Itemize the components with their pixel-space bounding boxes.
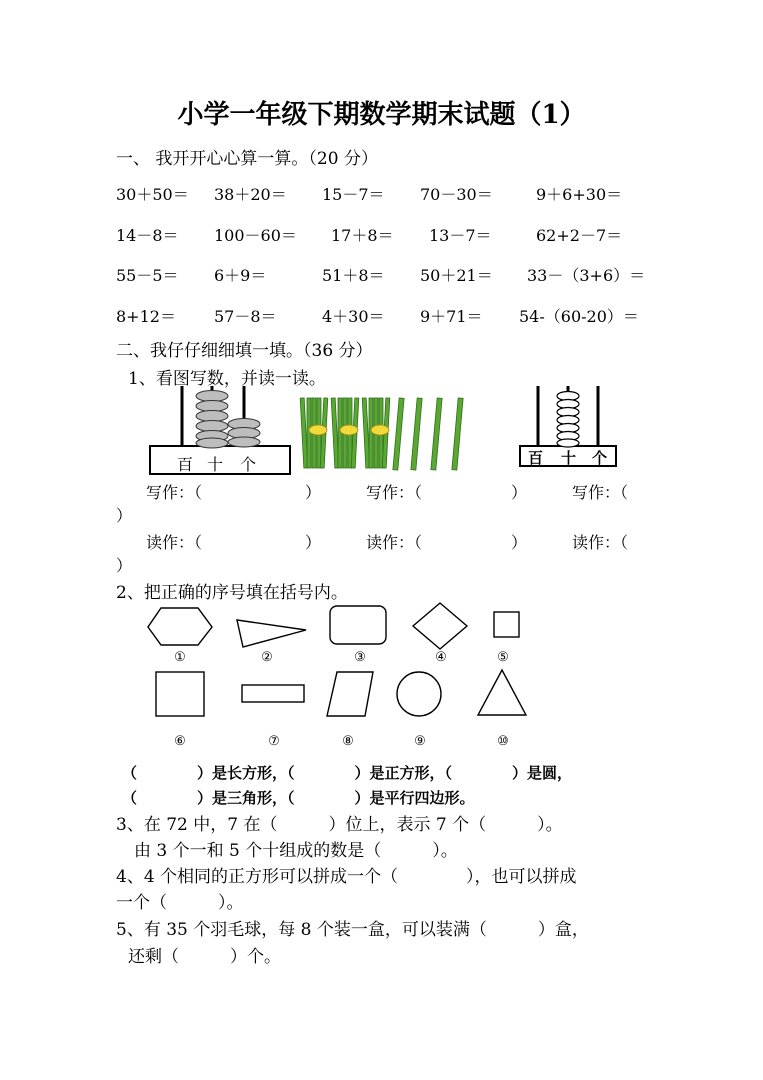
problem: 57－8＝ — [214, 307, 277, 326]
q5-line2: 还剩（ ）个。 — [128, 947, 281, 967]
shape-number: ③ — [354, 650, 366, 665]
abacus2-label-ones: 个 — [592, 449, 608, 467]
shape-square — [156, 672, 204, 716]
problem: 4＋30＝ — [322, 307, 385, 326]
q4-line1: 4、4 个相同的正方形可以拼成一个（ ），也可以拼成 — [116, 867, 577, 887]
shape-number: ⑤ — [497, 650, 509, 665]
write-label: 写作：（ — [146, 483, 203, 502]
abacus-label-tens: 十 — [207, 455, 224, 474]
write-close: ） — [511, 483, 528, 502]
shape-number: ⑩ — [497, 734, 509, 749]
shape-rounded-rect — [330, 606, 386, 644]
abacus-label-hundreds: 百 — [177, 455, 194, 474]
shape-triangle-thin — [237, 620, 306, 647]
read-label: 读作：（ — [146, 533, 203, 552]
shape-triangle — [478, 670, 526, 715]
shape-hexagon — [148, 608, 212, 645]
problem: 30＋50＝ — [116, 185, 189, 204]
problem: 13－7＝ — [429, 226, 492, 245]
read-close: ） — [305, 533, 322, 552]
problem: 9＋6+30＝ — [536, 185, 623, 204]
problem: 54-（60-20）＝ — [519, 307, 639, 326]
shape-number: ⑧ — [342, 734, 354, 749]
shape-circle — [397, 672, 441, 716]
shape-number: ⑨ — [414, 734, 426, 749]
shape-number: ② — [261, 650, 273, 665]
problem: 55－5＝ — [116, 266, 179, 285]
write-close: ） — [116, 506, 133, 525]
q4-line2: 一个（ ）。 — [116, 893, 244, 913]
problem: 33－（3+6）＝ — [527, 266, 646, 285]
q2-fill-line2: （ ）是三角形，（ ）是平行四边形。 — [122, 789, 475, 807]
problem: 50＋21＝ — [420, 266, 493, 285]
problem: 6＋9＝ — [214, 266, 267, 285]
read-label: 读作：（ — [366, 533, 423, 552]
problem: 62+2－7＝ — [536, 226, 623, 245]
shape-small-square — [494, 612, 519, 637]
section1-heading: 一、 我开开心心算一算。（20 分） — [116, 149, 378, 169]
abacus-label-ones: 个 — [240, 455, 257, 474]
q3-line2: 由 3 个一和 5 个十组成的数是（ ）。 — [134, 841, 458, 861]
problem: 15－7＝ — [322, 185, 385, 204]
q2-text: 2、把正确的序号填在括号内。 — [116, 583, 348, 603]
problem: 8+12＝ — [116, 307, 176, 326]
q3-line1: 3、在 72 中，7 在（ ）位上，表示 7 个（ ）。 — [116, 815, 563, 835]
shape-number: ④ — [435, 650, 447, 665]
read-close: ） — [511, 533, 528, 552]
q1-text: 1、看图写数，并读一读。 — [128, 369, 326, 389]
read-close: ） — [116, 556, 133, 575]
problem: 70－30＝ — [420, 185, 493, 204]
shape-rectangle — [242, 685, 304, 702]
abacus2-label-tens: 十 — [561, 449, 577, 467]
q5-line1: 5、有 35 个羽毛球，每 8 个装一盒，可以装满（ ）盒， — [116, 920, 589, 940]
problem: 9＋71＝ — [420, 307, 483, 326]
page-title: 小学一年级下期数学期末试题（1） — [177, 100, 586, 130]
problem: 38＋20＝ — [214, 185, 287, 204]
shape-number: ① — [174, 650, 186, 665]
q2-fill-line1: （ ）是长方形，（ ）是正方形，（ ）是圆， — [122, 764, 573, 782]
shape-number: ⑦ — [268, 734, 280, 749]
write-label: 写作：（ — [572, 483, 629, 502]
shape-parallelogram — [327, 672, 373, 716]
problem: 51＋8＝ — [322, 266, 385, 285]
problem: 17＋8＝ — [331, 226, 394, 245]
problem: 100－60＝ — [214, 226, 297, 245]
shape-number: ⑥ — [174, 734, 186, 749]
write-close: ） — [305, 483, 322, 502]
read-label: 读作：（ — [572, 533, 629, 552]
abacus2-label-hundreds: 百 — [528, 449, 544, 467]
section2-heading: 二、我仔仔细细填一填。（36 分） — [116, 341, 373, 361]
shape-diamond — [413, 603, 467, 649]
write-label: 写作：（ — [366, 483, 423, 502]
problem: 14－8＝ — [116, 226, 179, 245]
